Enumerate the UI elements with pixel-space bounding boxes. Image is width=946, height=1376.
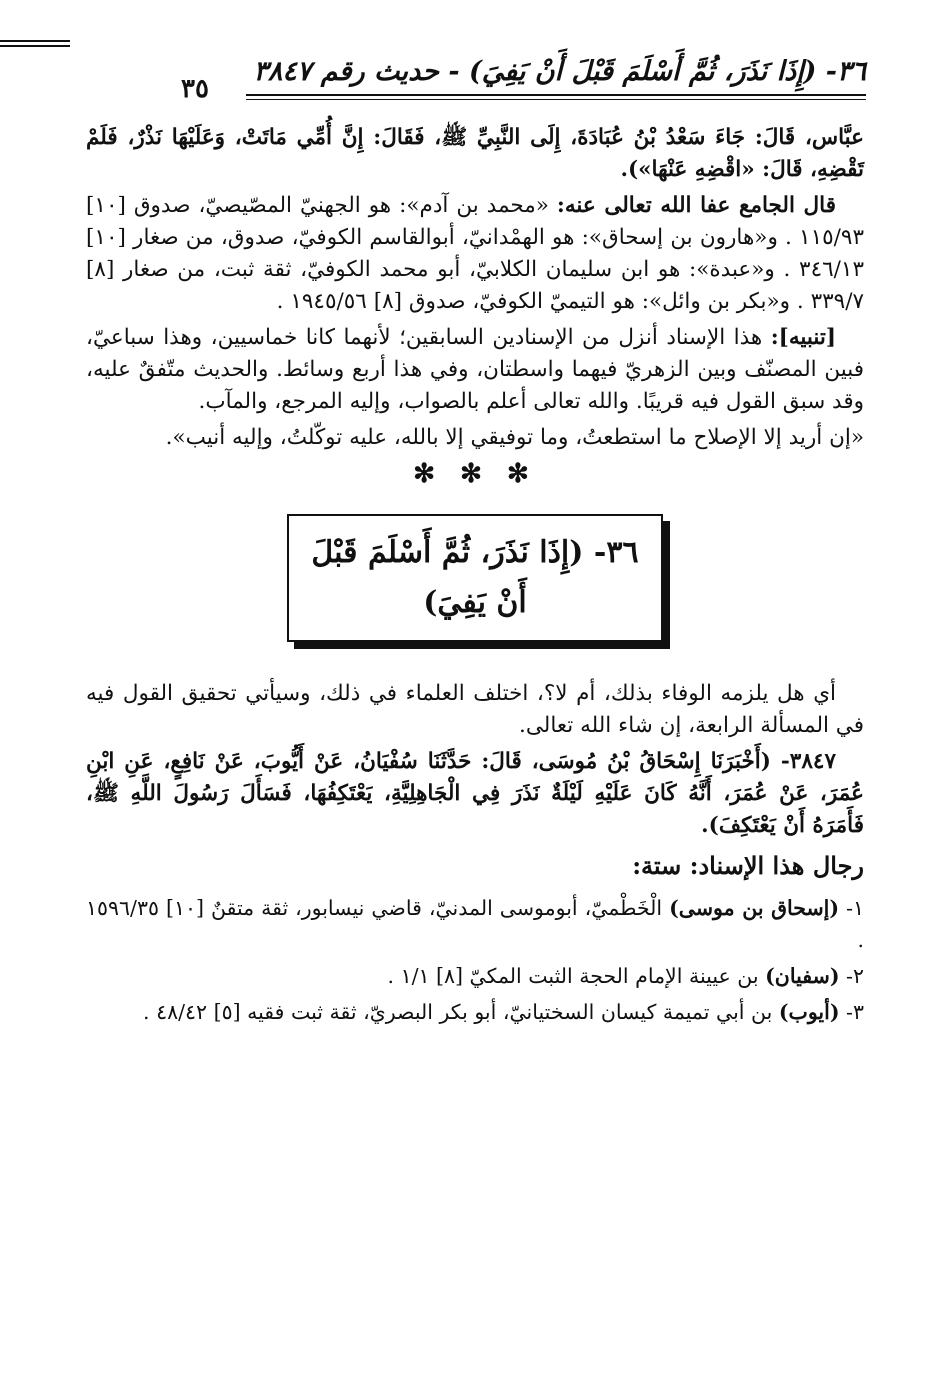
tanbih-paragraph <box>86 322 864 418</box>
tanbih-text: هذا الإسناد أنزل من الإسنادين السابقين؛ لأنهما كانا خماسيين، وهذا سباعيّ، فبين المصنّف وبين الزهريّ فيهما واسطتان، وفي هذا أربع وسائط. والحديث متّفقٌ عليه، وقد سبق القول فيه قريبًا. والله تعالى أعلم بالصواب، وإليه المرجع، والمآب. <box>86 325 864 414</box>
compiler-note-text: «محمد بن آدم»: هو الجهنيّ المصّيصيّ، صدوق [١٠] ١١٥/٩٣ . و«هارون بن إسحاق»: هو الهمْدانيّ، أبوالقاسم الكوفيّ، صدوق، من صغار [١٠] ٣٤٦/١٣ . و«عبدة»: هو ابن سليمان الكلابيّ، أبو محمد الكوفيّ، ثقة ثبت، من صغار [٨] ٣٣٩/٧ . و«بكر بن وائل»: هو التيميّ الكوفيّ، صدوق [٨] ١٩٤٥/٥٦ . <box>86 193 864 314</box>
compiler-note-lead: قال الجامع عفا الله تعالى عنه: <box>556 193 836 218</box>
chapter-title-box: ٣٦- (إِذَا نَذَرَ، ثُمَّ أَسْلَمَ قَبْلَ أَنْ يَفِيَ) <box>287 514 663 642</box>
chapter-intro: أي هل يلزمه الوفاء بذلك، أم لا؟، اختلف العلماء في ذلك، وسيأتي تحقيق القول فيه في المسألة الرابعة، إن شاء الله تعالى. <box>86 681 864 738</box>
header-left-rules <box>0 40 70 50</box>
narrator-number: ٢- <box>839 964 864 988</box>
chapter-box-wrapper <box>86 514 864 642</box>
compiler-note <box>86 190 864 318</box>
hadith-continuation: عبَّاس، قَالَ: جَاءَ سَعْدُ بْنُ عُبَادَةَ، إِلَى النَّبِيِّ ﷺ، فَقَالَ: إِنَّ أُمِّي مَاتَتْ، وَعَلَيْهَا نَذْرٌ، فَلَمْ تَقْضِهِ، قَالَ: «اقْضِهِ عَنْهَا»). <box>86 125 864 182</box>
narrator-number: ١- <box>839 896 865 920</box>
header-rule <box>246 94 866 100</box>
narrator-item-1 <box>86 892 864 956</box>
closing-quote: «إن أريد إلا الإصلاح ما استطعتُ، وما توفيقي إلا بالله، عليه توكّلتُ، وإليه أنيب». <box>165 425 864 450</box>
narrator-item-3 <box>86 996 864 1028</box>
page-body <box>86 122 864 1032</box>
narrator-description: الْخَطْميّ، أبوموسى المدنيّ، قاضي نيسابور، ثقة متقنٌ [١٠] ١٥٩٦/٣٥ . <box>86 896 864 952</box>
narrator-description: بن أبي تميمة كيسان السختيانيّ، أبو بكر البصريّ، ثقة ثبت فقيه [٥] ٤٨/٤٢ . <box>143 1000 779 1024</box>
narrator-description: بن عيينة الإمام الحجة الثبت المكيّ [٨] ١/١ . <box>387 964 766 988</box>
narrators-heading: رجال هذا الإسناد: ستة: <box>632 851 864 880</box>
running-header <box>86 52 866 108</box>
section-divider-stars: ✻ ✻ ✻ <box>413 459 537 489</box>
tanbih-lead: [تنبيه]: <box>770 325 836 350</box>
narrator-item-2 <box>86 960 864 992</box>
hadith-3847: ٣٨٤٧- (أَخْبَرَنَا إِسْحَاقُ بْنُ مُوسَى، قَالَ: حَدَّثَنَا سُفْيَانُ، عَنْ أَيُّوبَ، عَنْ نَافِعٍ، عَنِ ابْنِ عُمَرَ، عَنْ عُمَرَ، أَنَّهُ كَانَ عَلَيْهِ لَيْلَةٌ نَذَرَ فِي الْجَاهِلِيَّةِ، يَعْتَكِفُهَا، فَسَأَلَ رَسُولَ اللَّهِ ﷺ، فَأَمَرَهُ أَنْ يَعْتَكِفَ). <box>86 749 864 838</box>
narrator-number: ٣- <box>839 1000 864 1024</box>
narrator-name: (سفيان) <box>765 964 840 988</box>
narrator-name: (أيوب) <box>778 1000 840 1024</box>
running-header-title: ٣٦- (إِذَا نَذَرَ، ثُمَّ أَسْلَمَ قَبْلَ أَنْ يَفِيَ) - حديث رقم ٣٨٤٧ <box>253 56 866 87</box>
page-number: ٣٥ <box>181 74 209 104</box>
narrator-name: (إسحاق بن موسى) <box>669 896 840 920</box>
